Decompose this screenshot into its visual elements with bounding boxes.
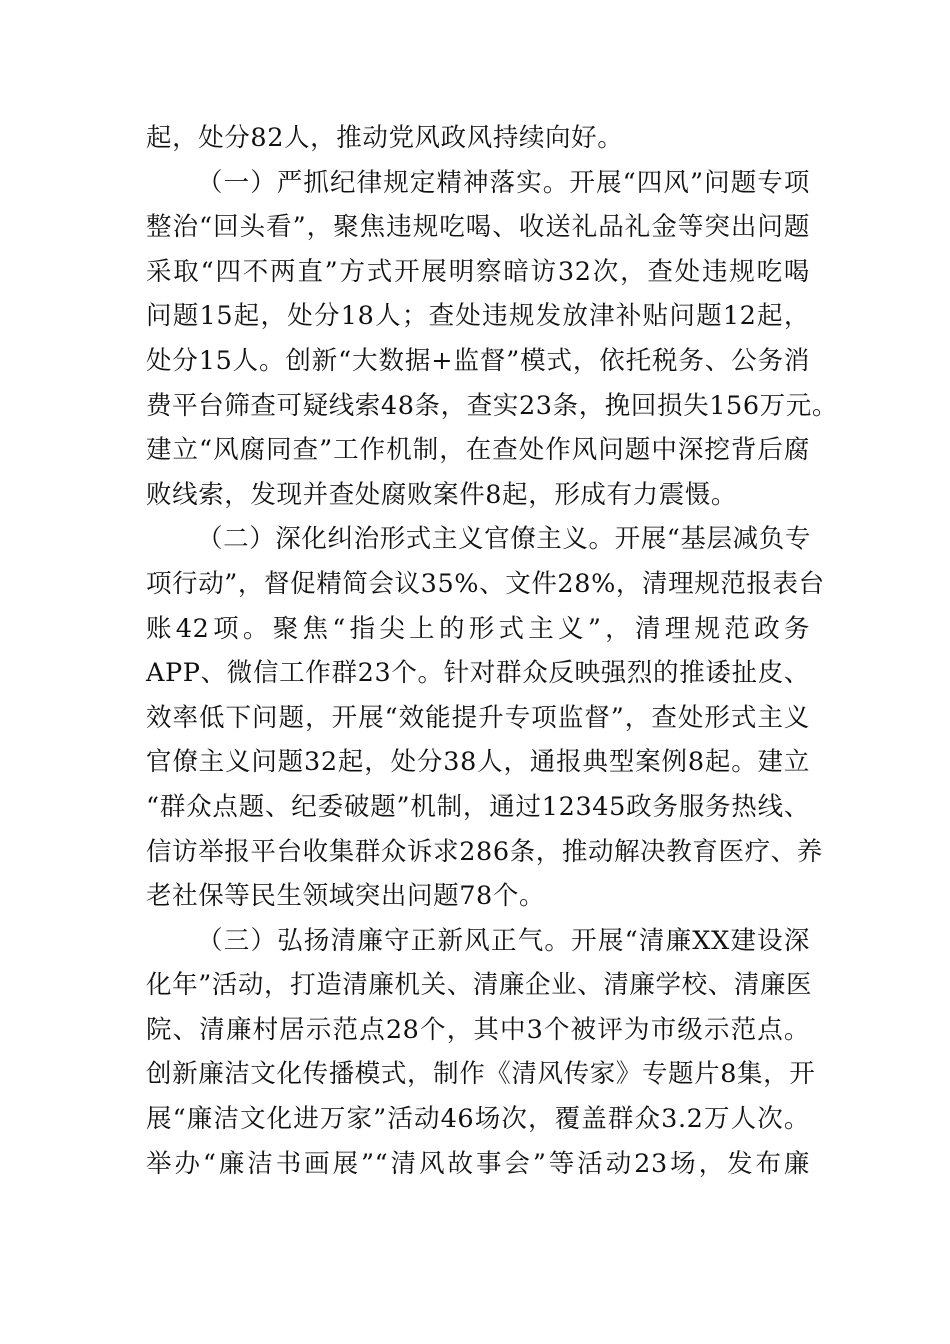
text-line: 账42项。聚焦“指尖上的形式主义”，清理规范政务 [146, 613, 810, 644]
text-line: 创新廉洁文化传播模式，制作《清风传家》专题片8集，开 [146, 1059, 816, 1090]
text-line: 处分15人。创新“大数据+监督”模式，依托税务、公务消 [146, 345, 810, 376]
section-heading-line: （一）严抓纪律规定精神落实。开展“四风”问题专项 [197, 167, 810, 198]
text-line: 采取“四不两直”方式开展明察暗访32次，查处违规吃喝 [146, 256, 810, 287]
intro-paragraph [146, 116, 810, 161]
text-line: 费平台筛查可疑线索48条，查实23条，挽回损失156万元。 [146, 390, 838, 421]
text-line: 起，处分82人，推动党风政风持续向好。 [146, 123, 624, 153]
text-line: 展“廉洁文化进万家”活动46场次，覆盖群众3.2万人次。 [146, 1104, 810, 1135]
text-line: 整治“回头看”，聚焦违规吃喝、收送礼品礼金等突出问题 [146, 212, 810, 243]
text-line: 效率低下问题，开展“效能提升专项监督”，查处形式主义 [146, 702, 810, 733]
section-heading-line: （二）深化纠治形式主义官僚主义。开展“基层减负专 [197, 524, 811, 555]
section-2-paragraph [146, 517, 825, 918]
section-heading-line: （三）弘扬清廉守正新风正气。开展“清廉XX建设深 [197, 925, 810, 956]
section-1-paragraph [146, 161, 838, 518]
text-line: 问题15起，处分18人；查处违规发放津补贴问题12起， [146, 301, 810, 332]
text-line: APP、微信工作群23个。针对群众反映强烈的推诿扯皮、 [146, 658, 810, 689]
text-line: 信访举报平台收集群众诉求286条，推动解决教育医疗、养 [146, 836, 823, 867]
document-body [146, 116, 838, 1186]
text-line: 院、清廉村居示范点28个，其中3个被评为市级示范点。 [146, 1014, 810, 1045]
text-line: 建立“风腐同查”工作机制，在查处作风问题中深挖背后腐 [146, 435, 810, 466]
text-line: “群众点题、纪委破题”机制，通过12345政务服务热线、 [146, 791, 810, 822]
text-line: 举办“廉洁书画展”“清风故事会”等活动23场，发布廉 [146, 1148, 810, 1179]
text-line: 败线索，发现并查处腐败案件8起，形成有力震慑。 [146, 479, 738, 510]
section-3-paragraph [146, 919, 816, 1187]
text-line: 项行动”，督促精简会议35%、文件28%，清理规范报表台 [146, 568, 825, 599]
text-line: 化年”活动，打造清廉机关、清廉企业、清廉学校、清廉医 [146, 970, 813, 1001]
text-line: 老社保等民生领域突出问题78个。 [146, 881, 546, 912]
text-line: 官僚主义问题32起，处分38人，通报典型案例8起。建立 [146, 747, 810, 778]
